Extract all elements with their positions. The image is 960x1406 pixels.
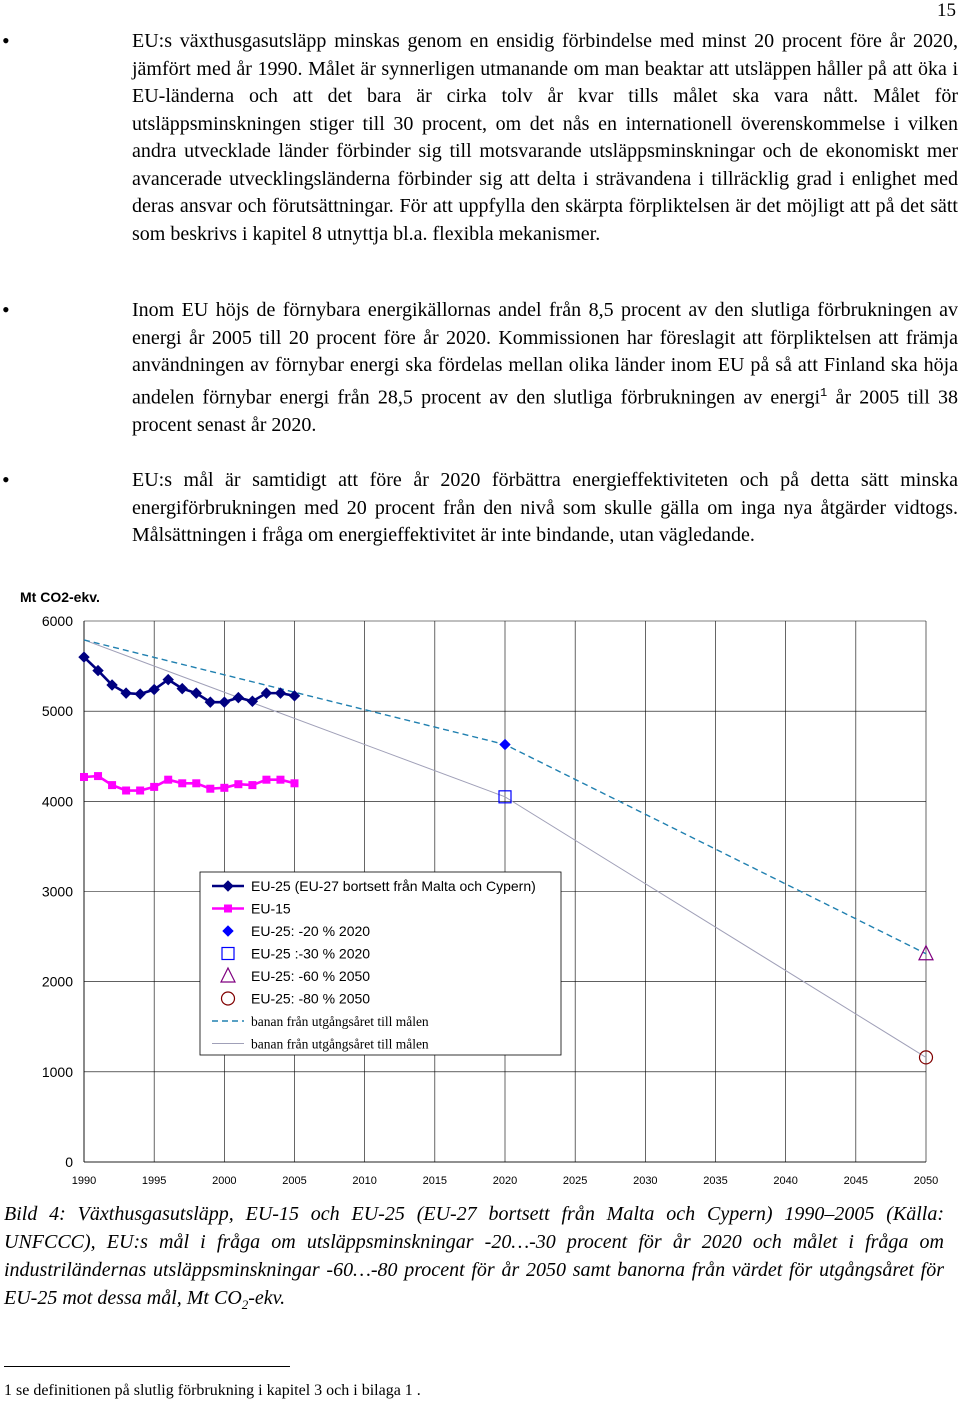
y-tick-label: 3000 bbox=[41, 883, 73, 900]
bullet-dot: • bbox=[2, 467, 10, 492]
series-eu25-point bbox=[135, 689, 145, 699]
bullet-text-1: EU:s växthusgasutsläpp minskas genom en ensidig förbindelse med minst 20 procent före år 2020, jämfört med år 1990. Målet är synnerligen utmanande om man beaktar att utsläppen håller på att öka i EU-länderna och att det bara är cirka tolv år kvar tills målet ska vara nått. Målet för utsläppsminskningen stiger till 30 procent, om det nås en internationell överenskommelse i vilken andra utvecklade länder förbinder sig till motsvarande utsläppsminskningar och de ekonomiskt mer avancerade utvecklingsländerna förbinder sig att delta i strävandena i tillräcklig grad i enlighet med deras ansvar och förutsättningar. För att uppfylla den skärpta förpliktelsen är det möjligt att på det sätt som beskrivs i kapitel 8 utnyttja bl.a. flexibla mekanismer. bbox=[132, 30, 958, 245]
series-eu15-point bbox=[234, 780, 242, 788]
x-tick-label: 2000 bbox=[212, 1175, 237, 1187]
y-axis-title: Mt CO2-ekv. bbox=[20, 589, 100, 605]
series-eu15-point bbox=[108, 781, 116, 789]
series-eu15-point bbox=[262, 776, 270, 784]
x-tick-label: 2005 bbox=[282, 1175, 307, 1187]
legend-label: EU-25 :-30 % 2020 bbox=[251, 945, 371, 962]
y-tick-label: 4000 bbox=[41, 793, 73, 810]
y-tick-label: 6000 bbox=[41, 613, 73, 629]
series-eu15-point bbox=[192, 779, 200, 787]
x-tick-label: 2025 bbox=[562, 1175, 588, 1187]
y-tick-label: 2000 bbox=[41, 973, 73, 990]
x-tick-label: 2035 bbox=[703, 1175, 728, 1187]
footnote-text: se definitionen på slutlig förbrukning i kapitel 3 och i bilaga 1 . bbox=[12, 1382, 421, 1399]
x-tick-label: 1990 bbox=[71, 1175, 97, 1187]
x-tick-label: 2010 bbox=[352, 1175, 377, 1187]
series-eu25-point bbox=[290, 691, 300, 701]
x-tick-label: 1995 bbox=[141, 1175, 167, 1187]
x-tick-label: 2015 bbox=[422, 1175, 448, 1187]
series-eu15-point bbox=[178, 779, 186, 787]
series-eu15-point bbox=[291, 779, 299, 787]
legend-label: EU-25: -60 % 2050 bbox=[251, 968, 371, 984]
bullet-text-2-main: Inom EU höjs de förnybara energikällornas andel från 8,5 procent av den slutliga förbrukningen av energi år 2005 till 20 procent före år 2020. Kommissionen har föreslagit att förpliktelsen att främja användningen av förnybar energi ska fördelas mellan olika länder inom EU på så att Finland ska höja andelen förnybar energi från 28,5 procent av den slutliga förbrukningen av energi bbox=[132, 299, 958, 409]
x-tick-label: 2040 bbox=[773, 1175, 798, 1187]
series-eu15-point bbox=[206, 785, 214, 793]
bullet-text-3: EU:s mål är samtidigt att före år 2020 förbättra energieffektiviteten och på detta sätt minska energiförbrukningen med 20 procent från den nivå som skulle gälla om inga nya åtgärder vidtogs. Målsättningen i fråga om energieffektivitet är inte bindande, utan vägledande. bbox=[132, 469, 958, 546]
y-tick-label: 0 bbox=[65, 1154, 73, 1170]
footnote bbox=[4, 1382, 421, 1400]
series-eu15-point bbox=[136, 787, 144, 795]
caption-subscript: 2 bbox=[241, 1297, 249, 1312]
caption-text: Bild 4: Växthusgasutsläpp, EU-15 och EU-25 (EU-27 bortsett från Malta och Cypern) 1990–2005 (Källa: UNFCCC), EU:s mål i fråga om utsläppsminskningar -20…-30 procent för år 2020 och målet i fråga om industriländernas utsläppsminskningar -60…-80 procent för år 2050 samt banorna från värdet för utgångsåret för EU-25 mot dessa mål, Mt CO bbox=[4, 1203, 944, 1309]
legend-label: banan från utgångsåret till målen bbox=[251, 1014, 429, 1029]
series-eu15-point bbox=[220, 784, 228, 792]
series-eu15-point bbox=[248, 781, 256, 789]
series-eu15-point bbox=[150, 783, 158, 791]
series-eu15-point bbox=[122, 787, 130, 795]
footnote-divider bbox=[4, 1366, 290, 1367]
footnote-reference: 1 bbox=[820, 385, 828, 400]
x-tick-label: 2030 bbox=[633, 1175, 658, 1187]
legend-swatch-marker bbox=[224, 905, 232, 913]
series-eu15-point bbox=[164, 776, 172, 784]
x-tick-label: 2045 bbox=[843, 1175, 869, 1187]
series-eu25-point bbox=[275, 688, 285, 698]
y-tick-label: 5000 bbox=[41, 703, 73, 720]
x-tick-label: 2020 bbox=[492, 1175, 518, 1187]
bullet-dot: • bbox=[2, 297, 10, 322]
series-eu15-point bbox=[276, 776, 284, 784]
page-number: 15 bbox=[937, 0, 956, 21]
legend-label: banan från utgångsåret till målen bbox=[251, 1036, 429, 1052]
y-tick-label: 1000 bbox=[41, 1063, 73, 1080]
emissions-chart-svg bbox=[0, 585, 960, 1200]
footnote-number: 1 bbox=[4, 1382, 12, 1399]
target-marker-2 bbox=[500, 740, 510, 750]
series-eu15-point bbox=[80, 773, 88, 781]
series-eu25-point bbox=[219, 697, 229, 707]
bullet-dot: • bbox=[2, 28, 10, 53]
legend-label: EU-25 (EU-27 bortsett från Malta och Cypern) bbox=[251, 878, 536, 894]
caption-tail: -ekv. bbox=[248, 1287, 286, 1309]
figure-caption bbox=[4, 1200, 944, 1319]
bullet-text-2-tail: år 2005 till 38 procent senast år 2020. bbox=[132, 386, 958, 436]
legend-label: EU-15 bbox=[251, 900, 291, 917]
series-eu25-point bbox=[233, 693, 243, 703]
bullet-text-2 bbox=[132, 297, 958, 439]
x-tick-label: 2050 bbox=[913, 1175, 939, 1187]
legend-label: EU-25: -80 % 2050 bbox=[251, 990, 371, 1007]
emissions-chart bbox=[0, 585, 960, 1200]
series-eu15-point bbox=[94, 772, 102, 780]
legend-label: EU-25: -20 % 2020 bbox=[251, 923, 371, 939]
